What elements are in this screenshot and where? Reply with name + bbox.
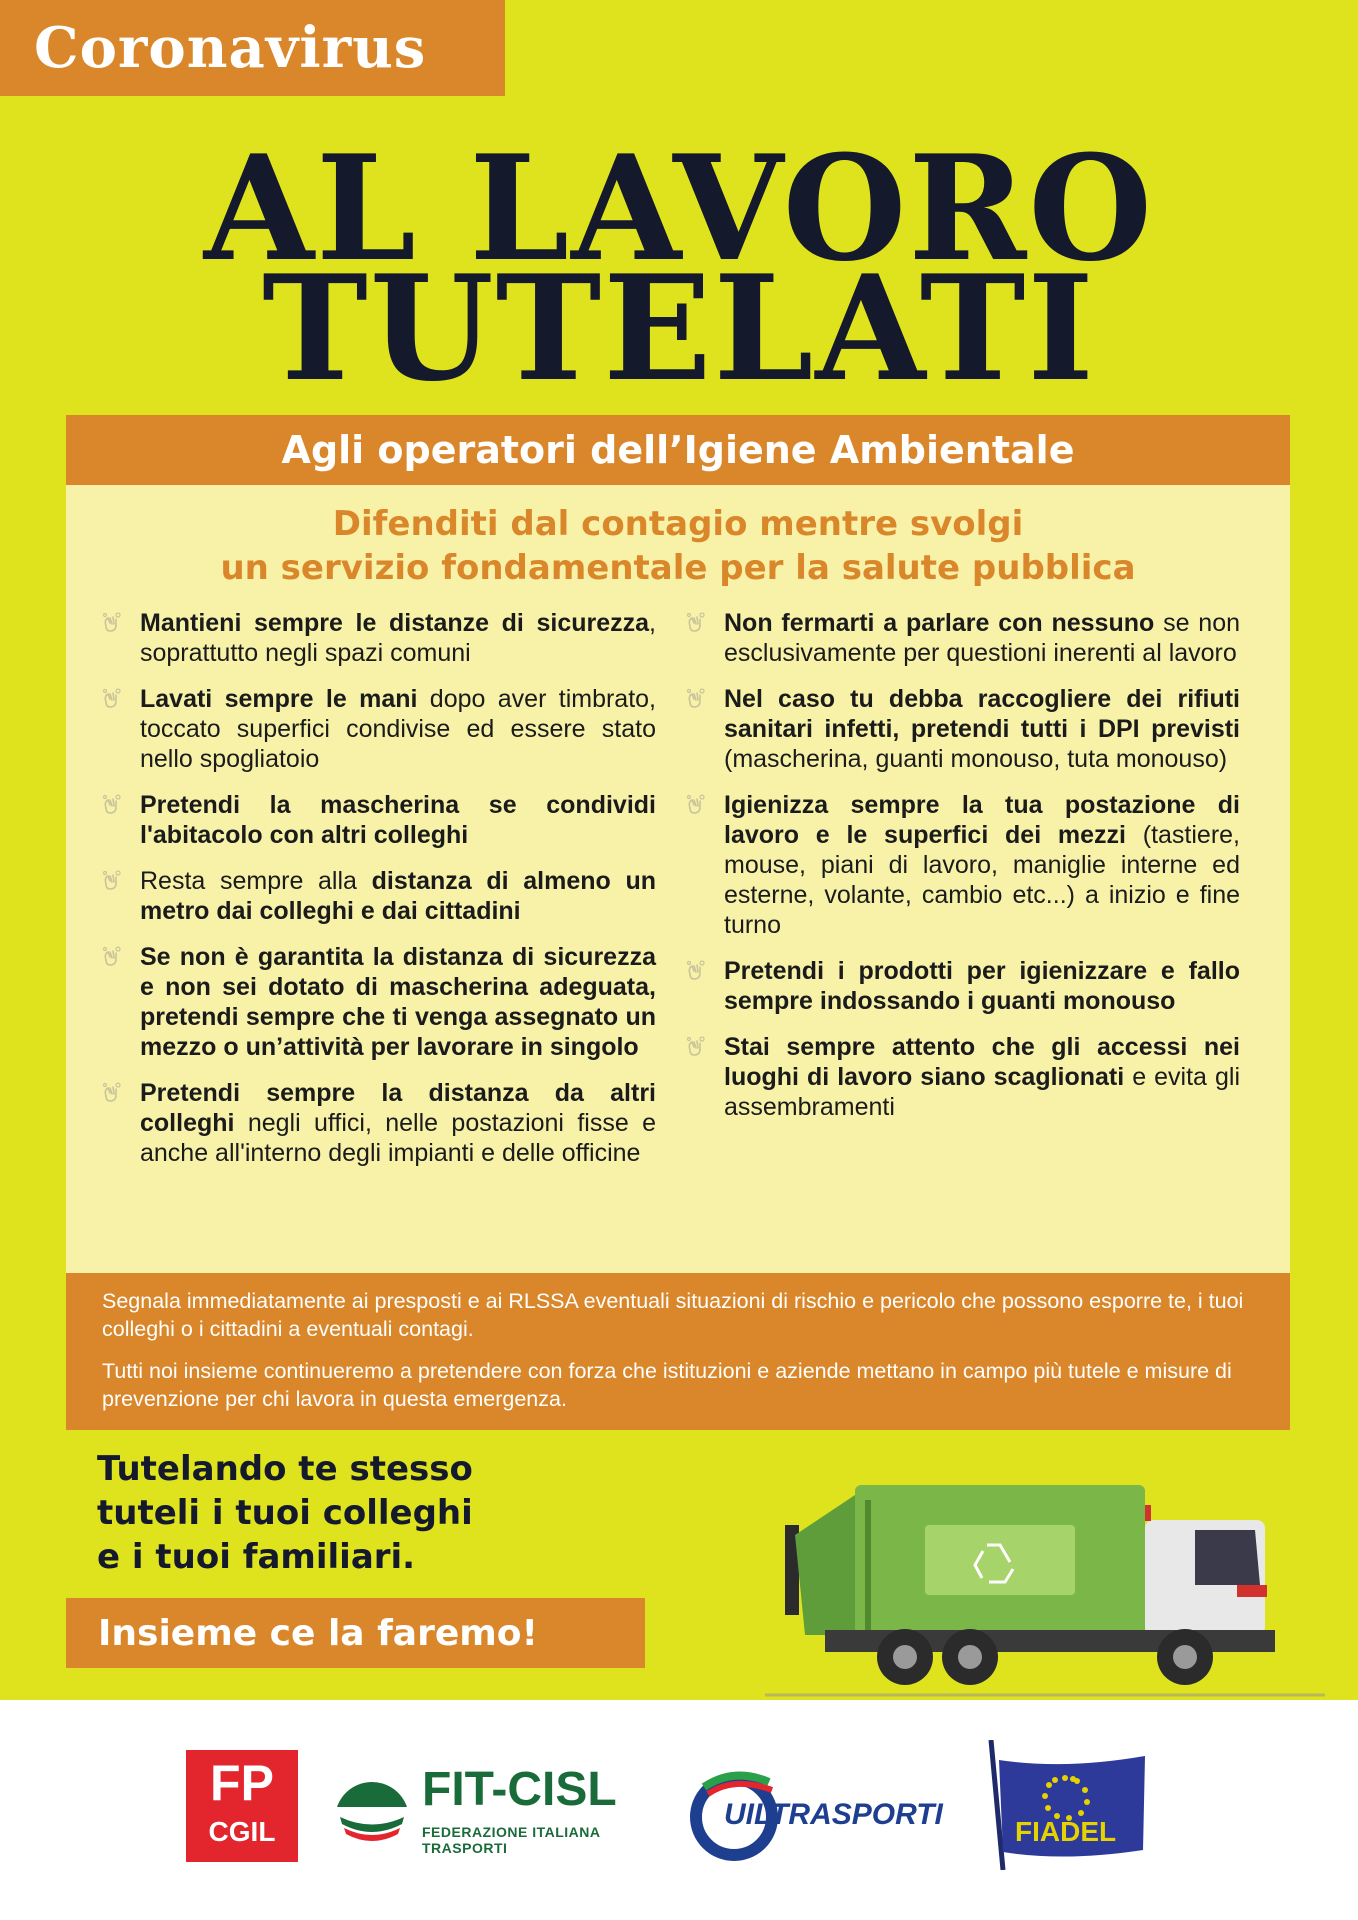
headline-line2: TUTELATI bbox=[262, 244, 1096, 414]
fit-cisl-emblem-icon bbox=[332, 1762, 412, 1852]
tag-text: Coronavirus bbox=[34, 15, 427, 81]
bullet-item bbox=[100, 942, 656, 1062]
hand-wash-icon bbox=[100, 944, 124, 968]
bullet-item bbox=[100, 684, 656, 774]
bullet-text: , soprattutto negli spazi comuni bbox=[140, 609, 656, 667]
bullet-text-bold: Pretendi la mascherina se condividi l'abitacolo con altri colleghi bbox=[140, 791, 656, 849]
left-column bbox=[100, 608, 656, 1184]
right-column bbox=[684, 608, 1240, 1138]
hand-wash-icon bbox=[100, 686, 124, 710]
bullet-text: negli uffici, nelle postazioni fisse e anche all'interno degli impianti e delle officine bbox=[140, 1109, 656, 1167]
panel-header bbox=[66, 415, 1290, 485]
bullet-text-bold: Nel caso tu debba raccogliere dei rifiuti sanitari infetti, pretendi tutti i DPI previsti bbox=[724, 685, 1240, 743]
hand-wash-icon bbox=[100, 792, 124, 816]
garbage-truck-icon bbox=[765, 1445, 1325, 1705]
panel-title: Agli operatori dell’Igiene Ambientale bbox=[281, 428, 1075, 472]
subtitle bbox=[66, 502, 1290, 590]
hand-wash-icon bbox=[100, 1080, 124, 1104]
bullet-text-bold: Stai sempre attento che gli accessi nei luoghi di lavoro siano scaglionati bbox=[724, 1033, 1240, 1091]
slogan-banner bbox=[66, 1598, 645, 1668]
notice-paragraph-1: Segnala immediatamente ai presposti e ai RLSSA eventuali situazioni di rischio e pericolo che possono esporre te, i tuoi colleghi o i cittadini a eventuali contagi. bbox=[102, 1289, 1244, 1341]
bullet-text: dopo aver timbrato, toccato superfici condivise ed essere stato nello spogliatoio bbox=[140, 685, 657, 773]
subtitle-line2: un servizio fondamentale per la salute pubblica bbox=[220, 548, 1136, 588]
bullet-item bbox=[684, 956, 1240, 1016]
hand-wash-icon bbox=[684, 610, 708, 634]
bullet-item bbox=[100, 1078, 656, 1168]
hand-wash-icon bbox=[100, 868, 124, 892]
fit-cisl-logo bbox=[332, 1762, 652, 1857]
uiltrasporti-logo bbox=[684, 1762, 944, 1862]
bullet-text-bold: Non fermarti a parlare con nessuno bbox=[724, 609, 1155, 637]
hand-wash-icon bbox=[684, 792, 708, 816]
notice-box bbox=[66, 1273, 1290, 1430]
notice-paragraph-2: Tutti noi insieme continueremo a pretendere con forza che istituzioni e aziende mettano in campo più tutele e misure di prevenzione per chi lavora in questa emergenza. bbox=[102, 1359, 1232, 1411]
bullet-text-bold: Igienizza sempre la tua postazione di lavoro e le superfici dei mezzi bbox=[724, 791, 1240, 849]
bullet-text-bold: Se non è garantita la distanza di sicurezza e non sei dotato di mascherina adeguata, pretendi sempre che ti venga assegnato un mezzo o un’attività per lavorare in singolo bbox=[140, 943, 656, 1061]
bullet-text: (tastiere, mouse, piani di lavoro, maniglie interne ed esterne, volante, cambio etc...) a inizio e fine turno bbox=[724, 821, 1240, 939]
bullet-text-bold: Pretendi sempre la distanza da altri colleghi bbox=[140, 1079, 656, 1137]
bullet-item bbox=[100, 866, 656, 926]
fp-cgil-bottom: CGIL bbox=[208, 1816, 276, 1847]
fit-cisl-subtitle: FEDERAZIONE ITALIANA TRASPORTI bbox=[422, 1824, 600, 1856]
bullet-item bbox=[684, 1032, 1240, 1122]
bullet-text: e evita gli assembramenti bbox=[724, 1063, 1240, 1121]
bullet-item bbox=[100, 608, 656, 668]
hand-wash-icon bbox=[100, 610, 124, 634]
bullet-item bbox=[684, 684, 1240, 774]
hand-wash-icon bbox=[684, 686, 708, 710]
headline-line1: AL LAVORO bbox=[203, 124, 1155, 294]
hand-wash-icon bbox=[684, 1034, 708, 1058]
hand-wash-icon bbox=[684, 958, 708, 982]
eu-flag-icon bbox=[985, 1740, 1155, 1870]
bullet-text: (mascherina, guanti monouso, tuta monouso) bbox=[724, 745, 1228, 773]
bullet-item bbox=[684, 790, 1240, 940]
uiltrasporti-name: UILTRASPORTI bbox=[724, 1798, 943, 1831]
closing-text bbox=[97, 1447, 473, 1579]
closing-line3: e i tuoi familiari. bbox=[97, 1537, 416, 1577]
fiadel-name: FIADEL bbox=[1015, 1816, 1117, 1847]
bullet-text: se non esclusivamente per questioni inerenti al lavoro bbox=[724, 609, 1240, 667]
bullet-text-bold: distanza di almeno un metro dai colleghi e dai cittadini bbox=[140, 867, 656, 925]
subtitle-line1: Difenditi dal contagio mentre svolgi bbox=[332, 504, 1024, 544]
fiadel-logo bbox=[985, 1740, 1155, 1870]
bullet-text-bold: Mantieni sempre le distanze di sicurezza bbox=[140, 609, 650, 637]
bullet-item bbox=[100, 790, 656, 850]
closing-line2: tuteli i tuoi colleghi bbox=[97, 1493, 473, 1533]
closing-line1: Tutelando te stesso bbox=[97, 1449, 473, 1489]
bullet-item bbox=[684, 608, 1240, 668]
coronavirus-tag bbox=[0, 0, 505, 96]
slogan-text: Insieme ce la faremo! bbox=[98, 1612, 538, 1654]
fit-cisl-name: FIT-CISL bbox=[422, 1763, 617, 1816]
bullet-text-bold: Lavati sempre le mani bbox=[140, 685, 418, 713]
bullet-text-pre: Resta sempre alla bbox=[140, 867, 372, 895]
fp-cgil-top: FP bbox=[210, 1755, 274, 1811]
fp-cgil-logo bbox=[186, 1750, 298, 1862]
bullet-text-bold: Pretendi i prodotti per igienizzare e fallo sempre indossando i guanti monouso bbox=[724, 957, 1240, 1015]
